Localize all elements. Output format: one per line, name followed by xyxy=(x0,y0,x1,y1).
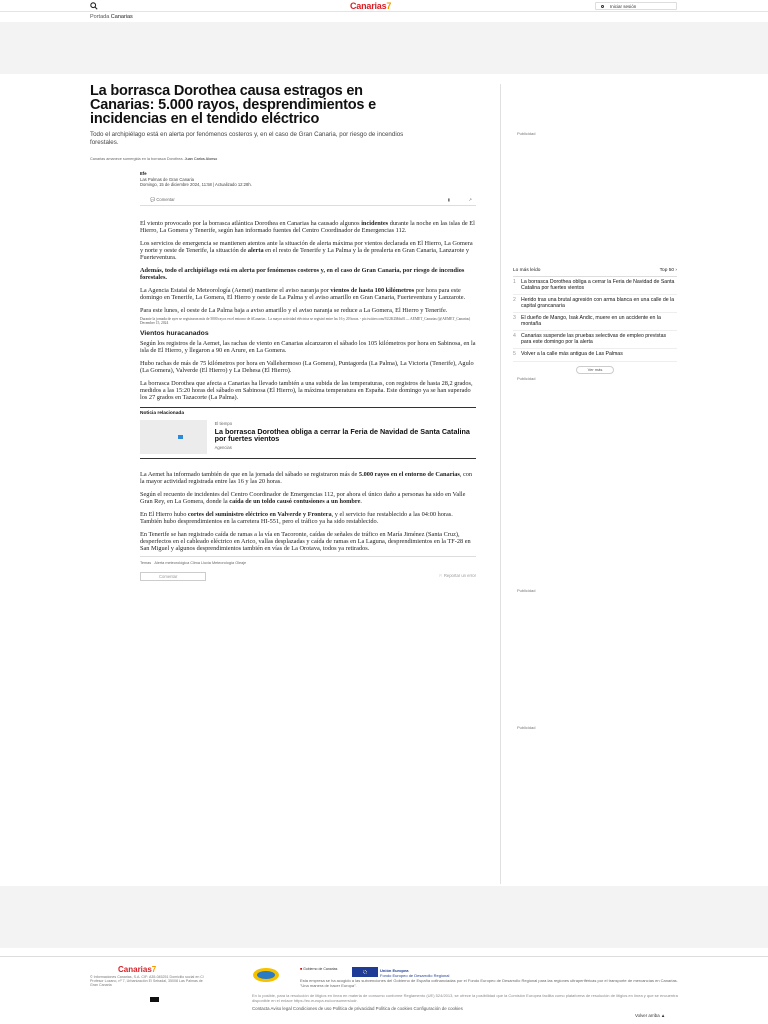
accessibility-icon[interactable] xyxy=(150,997,159,1002)
login-button[interactable] xyxy=(595,2,677,10)
ad-label: Publicidad xyxy=(517,725,536,730)
most-read xyxy=(513,268,677,374)
gobierno-logo: ■ Gobierno de Canarias xyxy=(300,967,338,971)
login-label: Iniciar sesión xyxy=(610,4,637,9)
bottom-ad-banner xyxy=(0,886,768,948)
paragraph: La Agencia Estatal de Meteorología (Aemet) mantiene el aviso naranja por vientos de hasta 100 kilómetros por hora para este domingo en Tenerife, La Gomera, El Hierro y oeste de La Palma y el aviso amarillo en Gran Canaria, Fuerteventura y Lanzarote. xyxy=(140,286,466,301)
breadcrumb-section[interactable]: Canarias xyxy=(110,14,133,20)
paragraph: Los servicios de emergencia se mantienen atentos ante la situación de alerta máxima por vientos declarada en El Hierro, La Gomera y norte y oeste de Tenerife, la situación de alerta en el resto de Tenerife y La Palma y la de prealerta en Gran Canaria, Lanzarote y Fuerteventura. xyxy=(140,239,473,261)
bookmark-icon[interactable]: ▮ xyxy=(447,196,450,202)
image-caption: Canarias amanece sumergida en la borrasca Dorothea. Juan Carlos Alonso xyxy=(90,157,218,161)
top-ad-banner xyxy=(0,22,768,74)
article-meta xyxy=(140,171,480,188)
related-thumbnail[interactable] xyxy=(140,420,207,454)
paragraph: Para este lunes, el oeste de La Palma baja a aviso amarillo y el aviso naranja se reduce a La Gomera, El Hierro y Tenerife. xyxy=(140,306,448,314)
related-news[interactable] xyxy=(140,407,476,459)
related-title[interactable]: La borrasca Dorothea obliga a cerrar la Feria de Navidad de Santa Catalina por fuertes vientos xyxy=(214,426,470,443)
most-read-item[interactable]: 1 La borrasca Dorothea obliga a cerrar la Feria de Navidad de Santa Catalina por fuertes vientos xyxy=(513,277,677,295)
site-logo[interactable]: Canarias7 xyxy=(350,1,392,11)
paragraph: En El Hierro hubo cortes del suministro eléctrico en Valverde y Frontera, y el servicio fue restablecido a las 04:00 horas. También hubo desprendimientos en la carretera HI-551, pero el tráfico ya ha sido restablecido. xyxy=(140,510,453,525)
see-more-button[interactable]: Ver más xyxy=(576,366,614,374)
most-read-title: Lo más leído xyxy=(513,268,541,273)
paragraph: El viento provocado por la borrasca atlántica Dorothea en Canarias ha causado algunos incidentes durante la noche en las islas de El Hierro, La Gomera y Tenerife, según han informado fuentes del Centro Coordinador de Emergencias 112. xyxy=(140,219,475,234)
related-author: Agencias xyxy=(214,444,232,450)
paragraph: La Aemet ha informado también de que en la jornada del sábado se registraron más de 5.000 rayos en el entorno de Canarias, con la mayor actividad registrada entre las 16 y las 20 horas. xyxy=(140,470,473,485)
article-title: La borrasca Dorothea causa estragos en Canarias: 5.000 rayos, desprendimientos e incidencias en el tendido eléctrico xyxy=(90,83,376,127)
user-icon xyxy=(601,5,604,8)
eu-label: Unión Europea Fondo Europeo de Desarrollo Regional xyxy=(380,968,450,978)
site-footer xyxy=(0,956,768,1024)
paragraph: Según el recuento de incidentes del Centro Coordinador de Emergencias 112, por ahora el único daño a personas ha sido en Valle Gran Rey, en La Gomera, donde la caída de un toldo causó contusiones a un hombre. xyxy=(140,490,466,505)
most-read-item[interactable]: 2 Herido tras una brutal agresión con arma blanca en una calle de la capital grancanaria xyxy=(513,295,677,313)
paragraph: Además, todo el archipiélago está en alerta por fenómenos costeros y, en el caso de Gran Canaria, por riesgo de incendios forestales. xyxy=(140,266,465,281)
sidebar-divider xyxy=(500,84,501,884)
company-info: © Informaciones Canarias, S.A. CIF: A35-045251 Domicilio social en C/ Profesor Lozano, nº 7, Urbanización El Sebadal, 35008 Las Palmas de Gran Canaria xyxy=(90,975,204,988)
action-bar xyxy=(140,196,476,206)
tags: Temas Alerta meteorológica Clima Lluvia Meteorología Oleaje xyxy=(140,556,476,567)
report-error-link[interactable]: ⚐ Reportar un error xyxy=(438,572,476,578)
article xyxy=(90,84,480,581)
breadcrumb xyxy=(90,14,133,20)
ad-label: Publicidad xyxy=(517,131,536,136)
ad-label: Publicidad xyxy=(517,588,536,593)
paragraph: La borrasca Dorothea que afecta a Canarias ha llevado también a una subida de las temperaturas, con registros de hasta 28,2 grados, medidos a las 15:20 horas del sábado en Sabinosa (El Hierro), la máxima temperatura en España. Este domingo ya se han superado los 27 grados en Tazacorte (La Palma). xyxy=(140,379,473,401)
paragraph: Según los registros de la Aemet, las rachas de viento en Canarias alcanzaron el sábado los 105 kilómetros por hora en Sabinosa, en la isla de El Hierro, y llegaron a 90 en Arure, en La Gomera. xyxy=(140,339,476,354)
caption-credit: Juan Carlos Alonso xyxy=(184,157,218,161)
search-icon[interactable] xyxy=(90,2,98,10)
comment-button-bottom[interactable]: Comentar xyxy=(140,572,206,581)
related-section: El tiempo xyxy=(214,420,233,426)
footer-links[interactable]: Contacta Aviso legal Condiciones de uso Política de privacidad Política de cookies Configuración de cookies xyxy=(252,1006,463,1011)
paragraph: Hubo rachas de más de 75 kilómetros por hora en Vallehermoso (La Gomera), Puntagorda (La Palma), La Victoria (Tenerife), Agulo (La Gomera), Valverde (El Hierro) y La Dehesa (El Hierro). xyxy=(140,359,474,374)
top-50-link[interactable]: Top 50 › xyxy=(659,268,677,273)
location: Las Palmas de Gran Canaria xyxy=(140,176,194,182)
funding-notice: Esta empresa se ha acogido a las subvenciones del Gobierno de España cofinanciadas por el Fondo Europeo de Desarrollo Regional para las regiones ultraperiféricas por el transporte de mercancías en Canarias. "Una manera de hacer Europa". xyxy=(300,978,678,988)
author[interactable]: Efe xyxy=(140,171,147,176)
back-to-top-link[interactable]: Volver arriba ▲ xyxy=(635,1013,666,1018)
breadcrumb-home[interactable]: Portada xyxy=(90,14,110,20)
share-icon[interactable]: ↗ xyxy=(468,196,472,202)
comment-button[interactable]: 💬 Comentar xyxy=(150,196,175,202)
most-read-item[interactable]: 3 El dueño de Mango, Isak Andic, muere en un accidente en la montaña xyxy=(513,313,677,331)
ad-label: Publicidad xyxy=(517,376,536,381)
eu-flag-icon xyxy=(352,967,378,977)
embedded-tweet[interactable]: Durante la jornada de ayer se registraron más de 5000 rayos en el entorno de #Canarias . La mayor actividad eléctrica se registró entre las 16 y 20 horas. - pic.twitter.com/3U2K2Mdu0l — AEMET_Canarias (@AEMET_Canarias) December 15, 2024 xyxy=(140,316,471,325)
article-body xyxy=(140,220,476,581)
paragraph: En Tenerife se han registrado caída de ramas a la vía en Tacoronte, caídas de señales de tráfico en María Jiménez (Santa Cruz), desperfectos en el cableado eléctrico en Arico, vallas desplazadas y caída de ramas en La Laguna, desprendimientos en la TF-28 en San Miguel y algunos desprendimientos también en vías de La Orotava, todos ya retirados. xyxy=(140,530,471,552)
section-heading: Vientos huracanados xyxy=(140,329,209,337)
footer-logo[interactable]: Canarias7 xyxy=(118,965,157,974)
tag-links[interactable]: Alerta meteorológica Clima Lluvia Meteorología Oleaje xyxy=(154,560,247,565)
article-subtitle: Todo el archipiélago está en alerta por fenómenos costeros y, en el caso de Gran Canaria, por riesgo de incendios forestales. xyxy=(90,131,404,146)
canarias-gov-logo xyxy=(252,967,280,983)
odr-notice: En lo posible, para la resolución de litigios en línea en materia de consumo conforme Reglamento (UE) 524/2013, se ofrece la posibilidad que la Comisión Europea facilita como plataforma de resolución de litigios en línea y que se encuentra disponible en el enlace https://ec.europa.eu/consumers/odr. xyxy=(252,993,678,1003)
related-label: Noticia relacionada xyxy=(140,410,184,416)
image-icon xyxy=(178,435,183,439)
most-read-item[interactable]: 5 Volver a la calle más antigua de Las Palmas xyxy=(513,349,677,362)
most-read-item[interactable]: 4 Canarias suspende las pruebas selectivas de empleo previstas para este domingo por la alerta xyxy=(513,331,677,349)
publish-date: Domingo, 15 de diciembre 2024, 11:58 | Actualizado 12:28h. xyxy=(140,182,252,187)
site-header xyxy=(0,0,768,12)
